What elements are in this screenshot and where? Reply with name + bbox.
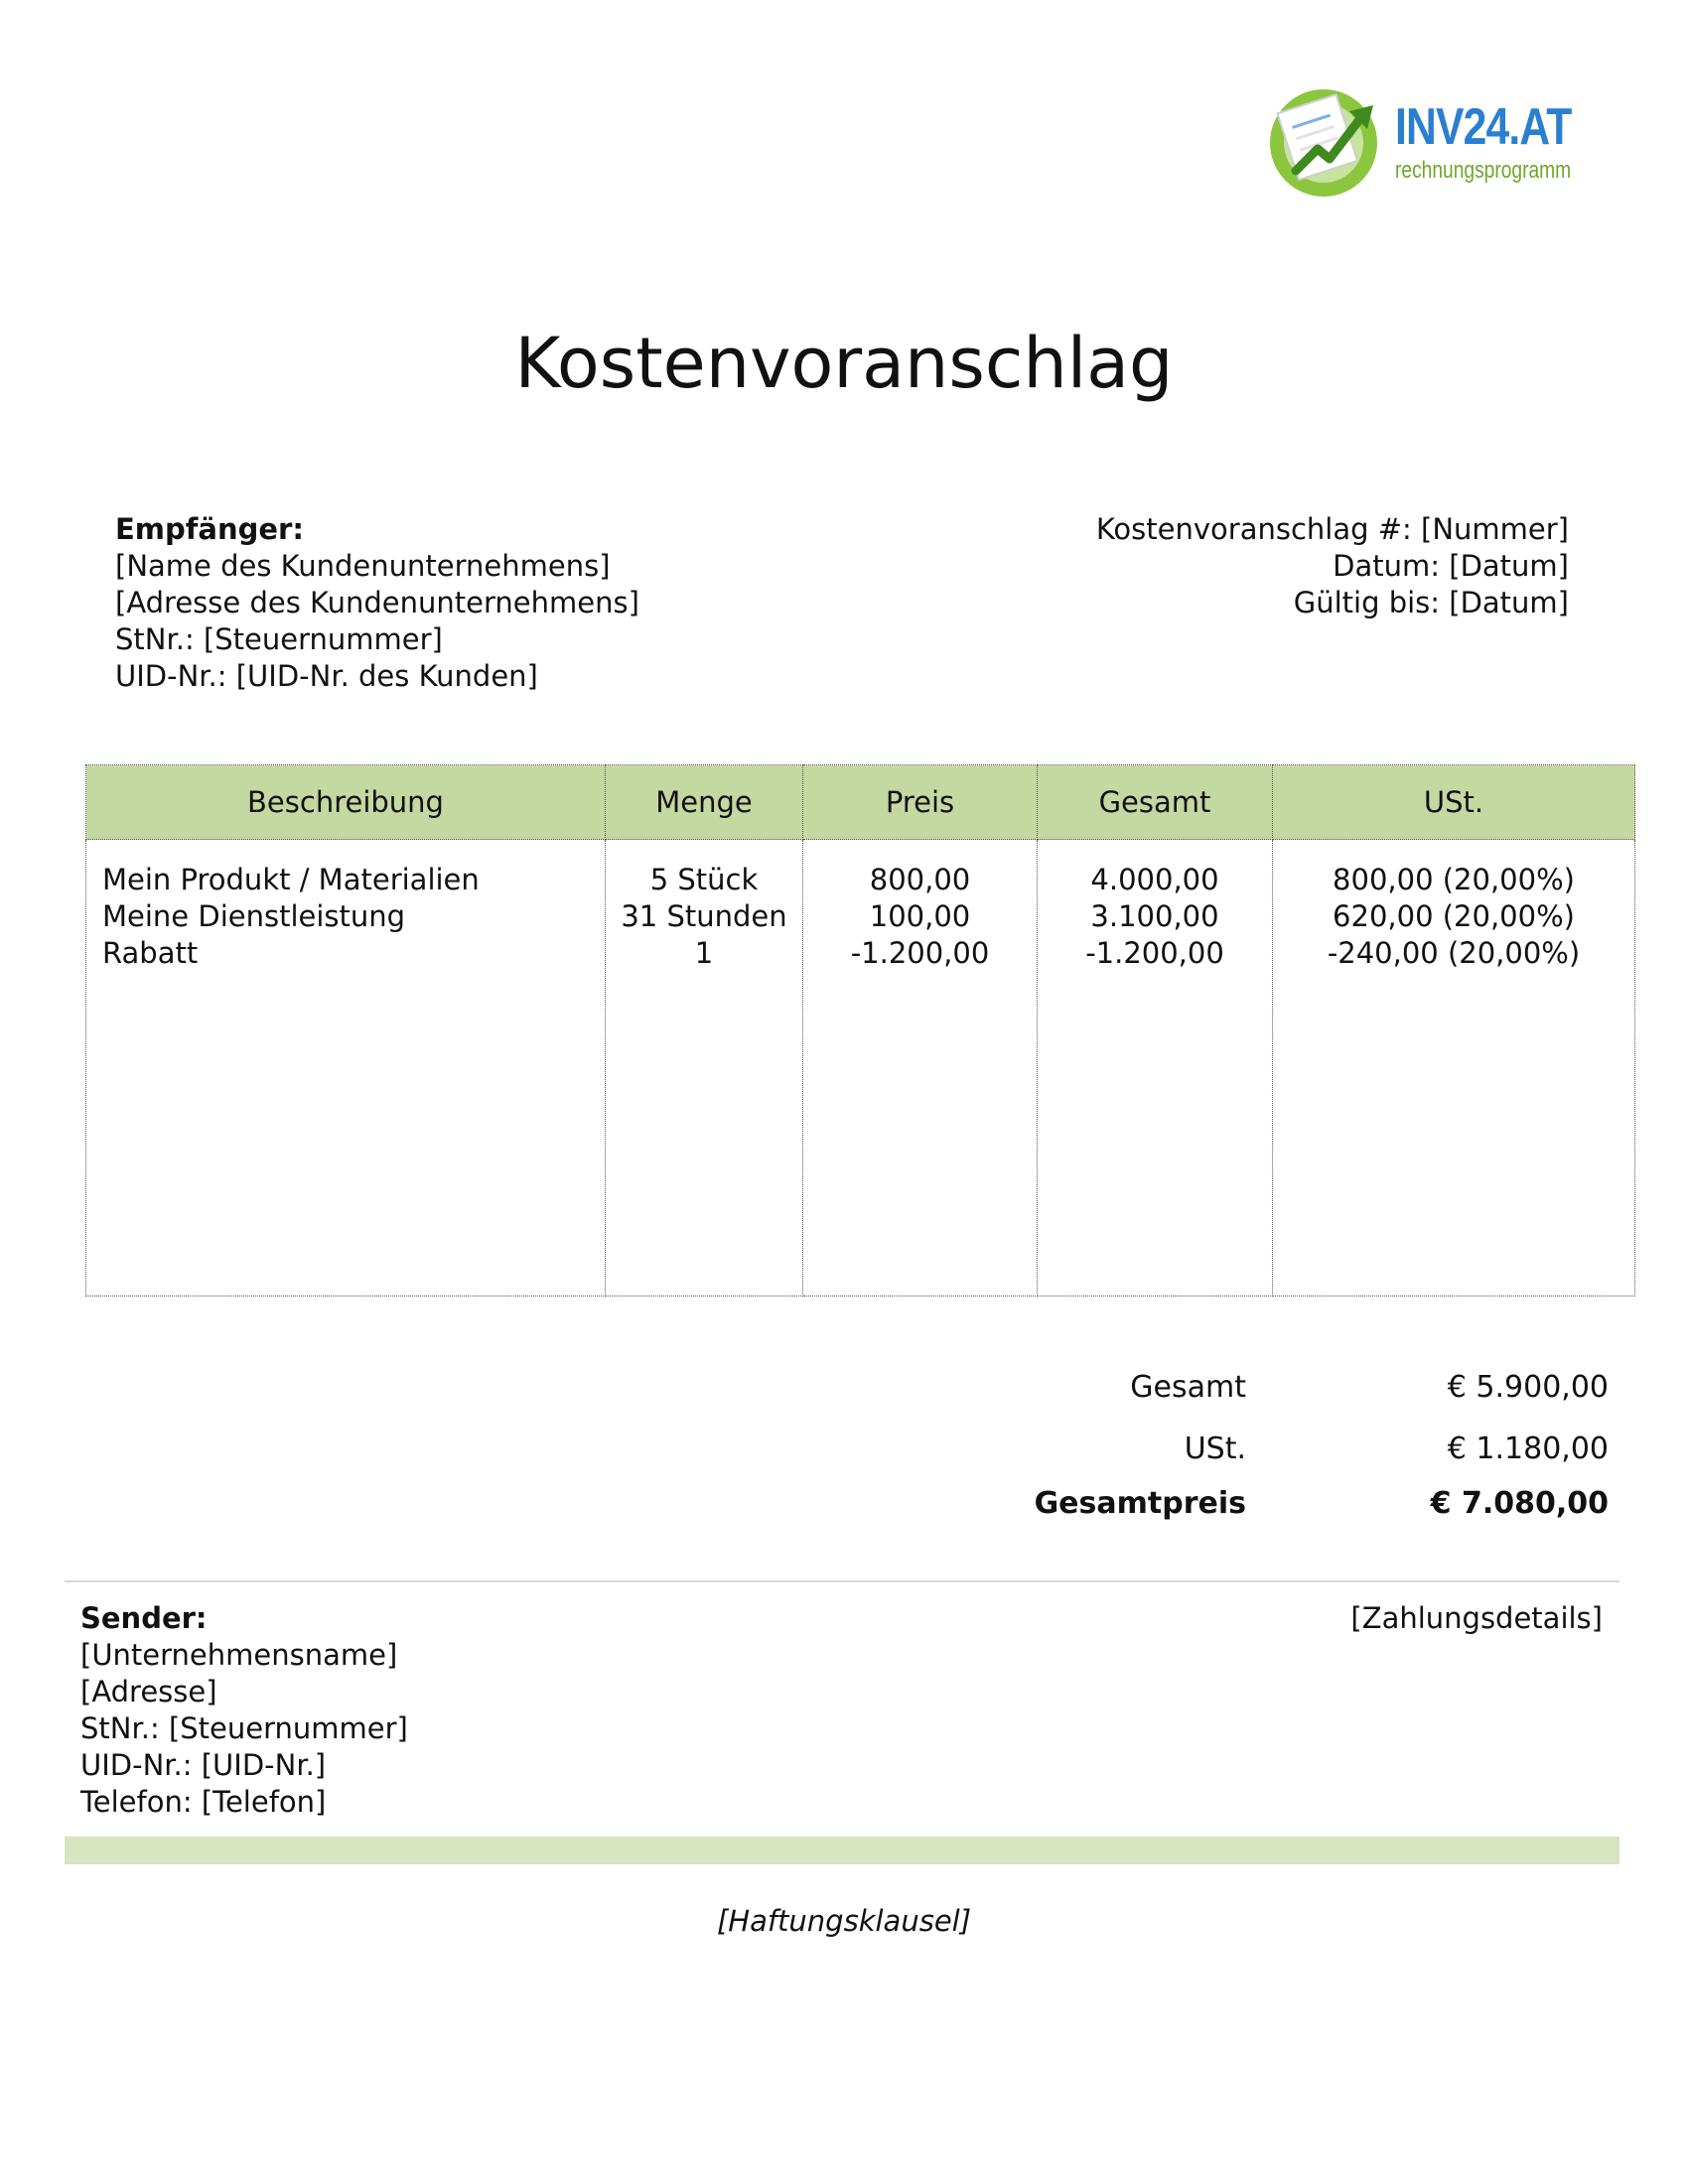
quote-valid-until: Gültig bis: [Datum] <box>1293 586 1569 619</box>
tax-total-value: € 1.180,00 <box>1447 1432 1609 1466</box>
payment-details: [Zahlungsdetails] <box>1350 1601 1603 1635</box>
footer-accent-bar <box>65 1837 1619 1864</box>
item-price: 800,00 <box>869 863 971 896</box>
sender-block <box>80 1600 408 1821</box>
quote-date: Datum: [Datum] <box>1333 549 1569 583</box>
recipient-heading: Empfänger: <box>115 512 304 546</box>
logo-emblem-icon <box>1266 79 1385 199</box>
item-description: Rabatt <box>102 936 199 970</box>
total-cell <box>1038 840 1273 1297</box>
sender-line: Telefon: [Telefon] <box>80 1785 327 1819</box>
item-tax: 800,00 (20,00%) <box>1333 863 1575 896</box>
col-header-quantity: Menge <box>606 765 803 840</box>
tax-total-row <box>894 1432 1609 1471</box>
logo-tagline: rechnungsprogramm <box>1395 157 1572 184</box>
item-quantity: 5 Stück <box>649 863 759 896</box>
item-total: 4.000,00 <box>1090 863 1219 896</box>
item-description: Mein Produkt / Materialien <box>102 863 480 896</box>
recipient-line: [Adresse des Kundenunternehmens] <box>115 586 639 619</box>
quote-number: Kostenvoranschlag #: [Nummer] <box>1095 512 1569 546</box>
item-tax: 620,00 (20,00%) <box>1333 899 1575 933</box>
company-logo <box>1266 79 1594 199</box>
sender-line: StNr.: [Steuernummer] <box>80 1711 408 1745</box>
sender-line: UID-Nr.: [UID-Nr.] <box>80 1748 327 1782</box>
tax-total-label: USt. <box>1184 1432 1246 1466</box>
table-body-row <box>86 840 1635 1297</box>
col-header-total: Gesamt <box>1038 765 1273 840</box>
sender-line: [Unternehmensname] <box>80 1638 398 1672</box>
net-total-value: € 5.900,00 <box>1447 1370 1609 1405</box>
gross-total-row <box>894 1486 1609 1526</box>
gross-total-label: Gesamtpreis <box>1034 1486 1246 1521</box>
item-quantity: 31 Stunden <box>621 899 787 933</box>
item-price: -1.200,00 <box>850 936 990 970</box>
recipient-line: StNr.: [Steuernummer] <box>115 622 443 656</box>
col-header-description: Beschreibung <box>86 765 606 840</box>
item-tax: -240,00 (20,00%) <box>1327 936 1581 970</box>
item-price: 100,00 <box>869 899 971 933</box>
recipient-block <box>115 511 639 695</box>
col-header-tax: USt. <box>1273 765 1635 840</box>
description-cell <box>86 840 606 1297</box>
sender-line: [Adresse] <box>80 1675 217 1708</box>
recipient-line: UID-Nr.: [UID-Nr. des Kunden] <box>115 659 538 693</box>
col-header-price: Preis <box>803 765 1038 840</box>
item-quantity: 1 <box>694 936 714 970</box>
recipient-line: [Name des Kundenunternehmens] <box>115 549 611 583</box>
net-total-label: Gesamt <box>1130 1370 1246 1405</box>
price-cell <box>803 840 1038 1297</box>
tax-cell <box>1273 840 1635 1297</box>
line-items-table <box>85 764 1635 1297</box>
liability-clause: [Haftungsklausel] <box>716 1904 972 1938</box>
sender-heading: Sender: <box>80 1601 208 1635</box>
document-title: Kostenvoranschlag <box>514 323 1174 404</box>
item-description: Meine Dienstleistung <box>102 899 406 933</box>
item-total: -1.200,00 <box>1085 936 1224 970</box>
quote-meta <box>1096 511 1569 621</box>
quantity-cell <box>606 840 803 1297</box>
item-total: 3.100,00 <box>1090 899 1219 933</box>
table-header-row <box>86 765 1635 840</box>
net-total-row <box>894 1370 1609 1410</box>
gross-total-value: € 7.080,00 <box>1430 1486 1609 1521</box>
section-divider <box>65 1580 1619 1582</box>
logo-brand-text: INV24.AT <box>1395 98 1572 156</box>
